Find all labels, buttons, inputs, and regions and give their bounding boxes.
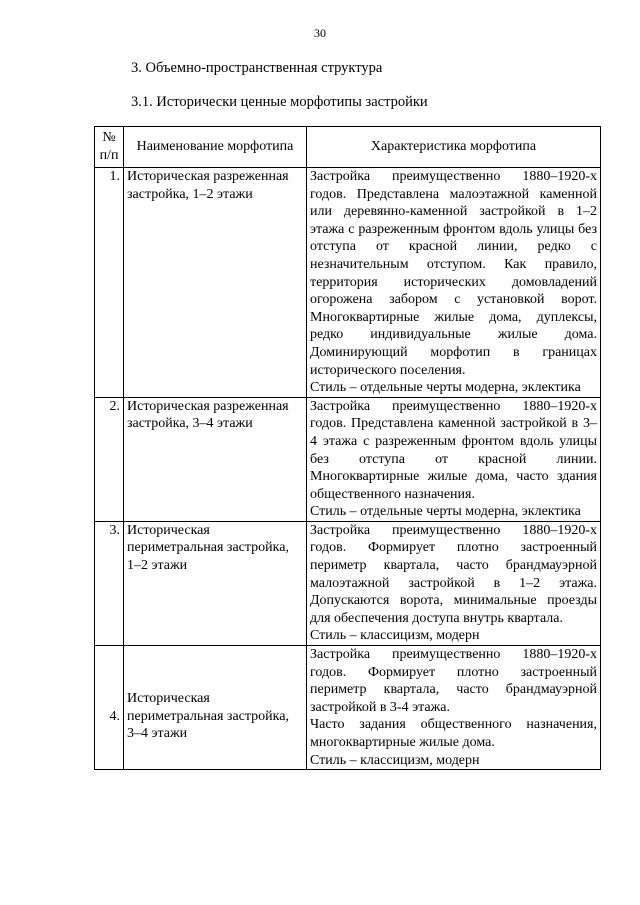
morphotype-description — [307, 646, 601, 770]
row-number: 4. — [95, 646, 124, 770]
table-header-row — [95, 127, 601, 168]
morphotype-description — [307, 521, 601, 645]
morphotype-name: Историческая разреженная застройка, 3–4 этажи — [124, 397, 307, 521]
row-number: 2. — [95, 397, 124, 521]
row-number: 1. — [95, 168, 124, 398]
description-style: Стиль – отдельные черты модерна, эклектика — [310, 504, 581, 520]
subsection-title: 3.1. Исторически ценные морфотипы застройки — [131, 94, 428, 110]
table-row — [95, 168, 601, 398]
header-desc: Характеристика морфотипа — [307, 127, 601, 168]
row-number: 3. — [95, 521, 124, 645]
description-style: Стиль – классицизм, модерн — [310, 752, 480, 768]
header-name: Наименование морфотипа — [124, 127, 307, 168]
morphotype-description — [307, 168, 601, 398]
morphotype-name: Историческая разреженная застройка, 1–2 этажи — [124, 168, 307, 398]
morphotype-name: Историческая периметральная застройка, 1–2 этажи — [124, 521, 307, 645]
morphotype-name: Историческая периметральная застройка, 3–4 этажи — [124, 646, 307, 770]
table-row — [95, 521, 601, 645]
description-paragraph: Часто задания общественного назначения, многоквартирные жилые дома. — [310, 717, 597, 750]
page-number: 30 — [314, 26, 326, 40]
description-paragraph: Застройка преимущественно 1880–1920-х годов. Формирует плотно застроенный периметр квартала, часто брандмауэрной застройкой в 3-4 этажа. — [310, 647, 597, 715]
table-row — [95, 397, 601, 521]
morphotype-table — [94, 126, 601, 770]
description-paragraph: Застройка преимущественно 1880–1920-х годов. Представлена малоэтажной каменной или деревянно-каменной застройкой в 1–2 этажа с разреженным фронтом вдоль улицы без отступа от красной линии, редко с незначительным отступом. Как правило, территория исторических домовладений огорожена забором с установкой ворот. Многоквартирные жилые дома, дуплексы, редко индивидуальные жилые дома. Доминирующий морфотип в границах исторического поселения. — [310, 169, 597, 378]
description-style: Стиль – классицизм, модерн — [310, 628, 480, 644]
morphotype-description — [307, 397, 601, 521]
section-title: 3. Объемно-пространственная структура — [131, 60, 383, 76]
table-row — [95, 646, 601, 770]
description-paragraph: Застройка преимущественно 1880–1920-х годов. Представлена каменной застройкой в 3–4 этажа с разреженным фронтом вдоль улицы без отступа от красной линии. Многоквартирные жилые дома, часто здания общественного назначения. — [310, 398, 597, 502]
description-paragraph: Застройка преимущественно 1880–1920-х годов. Формирует плотно застроенный периметр квартала, часто брандмауэрной малоэтажной застройкой в 1–2 этажа. Допускаются ворота, минимальные проезды для обеспечения доступа внутрь квартала. — [310, 522, 597, 626]
description-style: Стиль – отдельные черты модерна, эклектика — [310, 380, 581, 396]
header-num: № п/п — [95, 127, 124, 168]
